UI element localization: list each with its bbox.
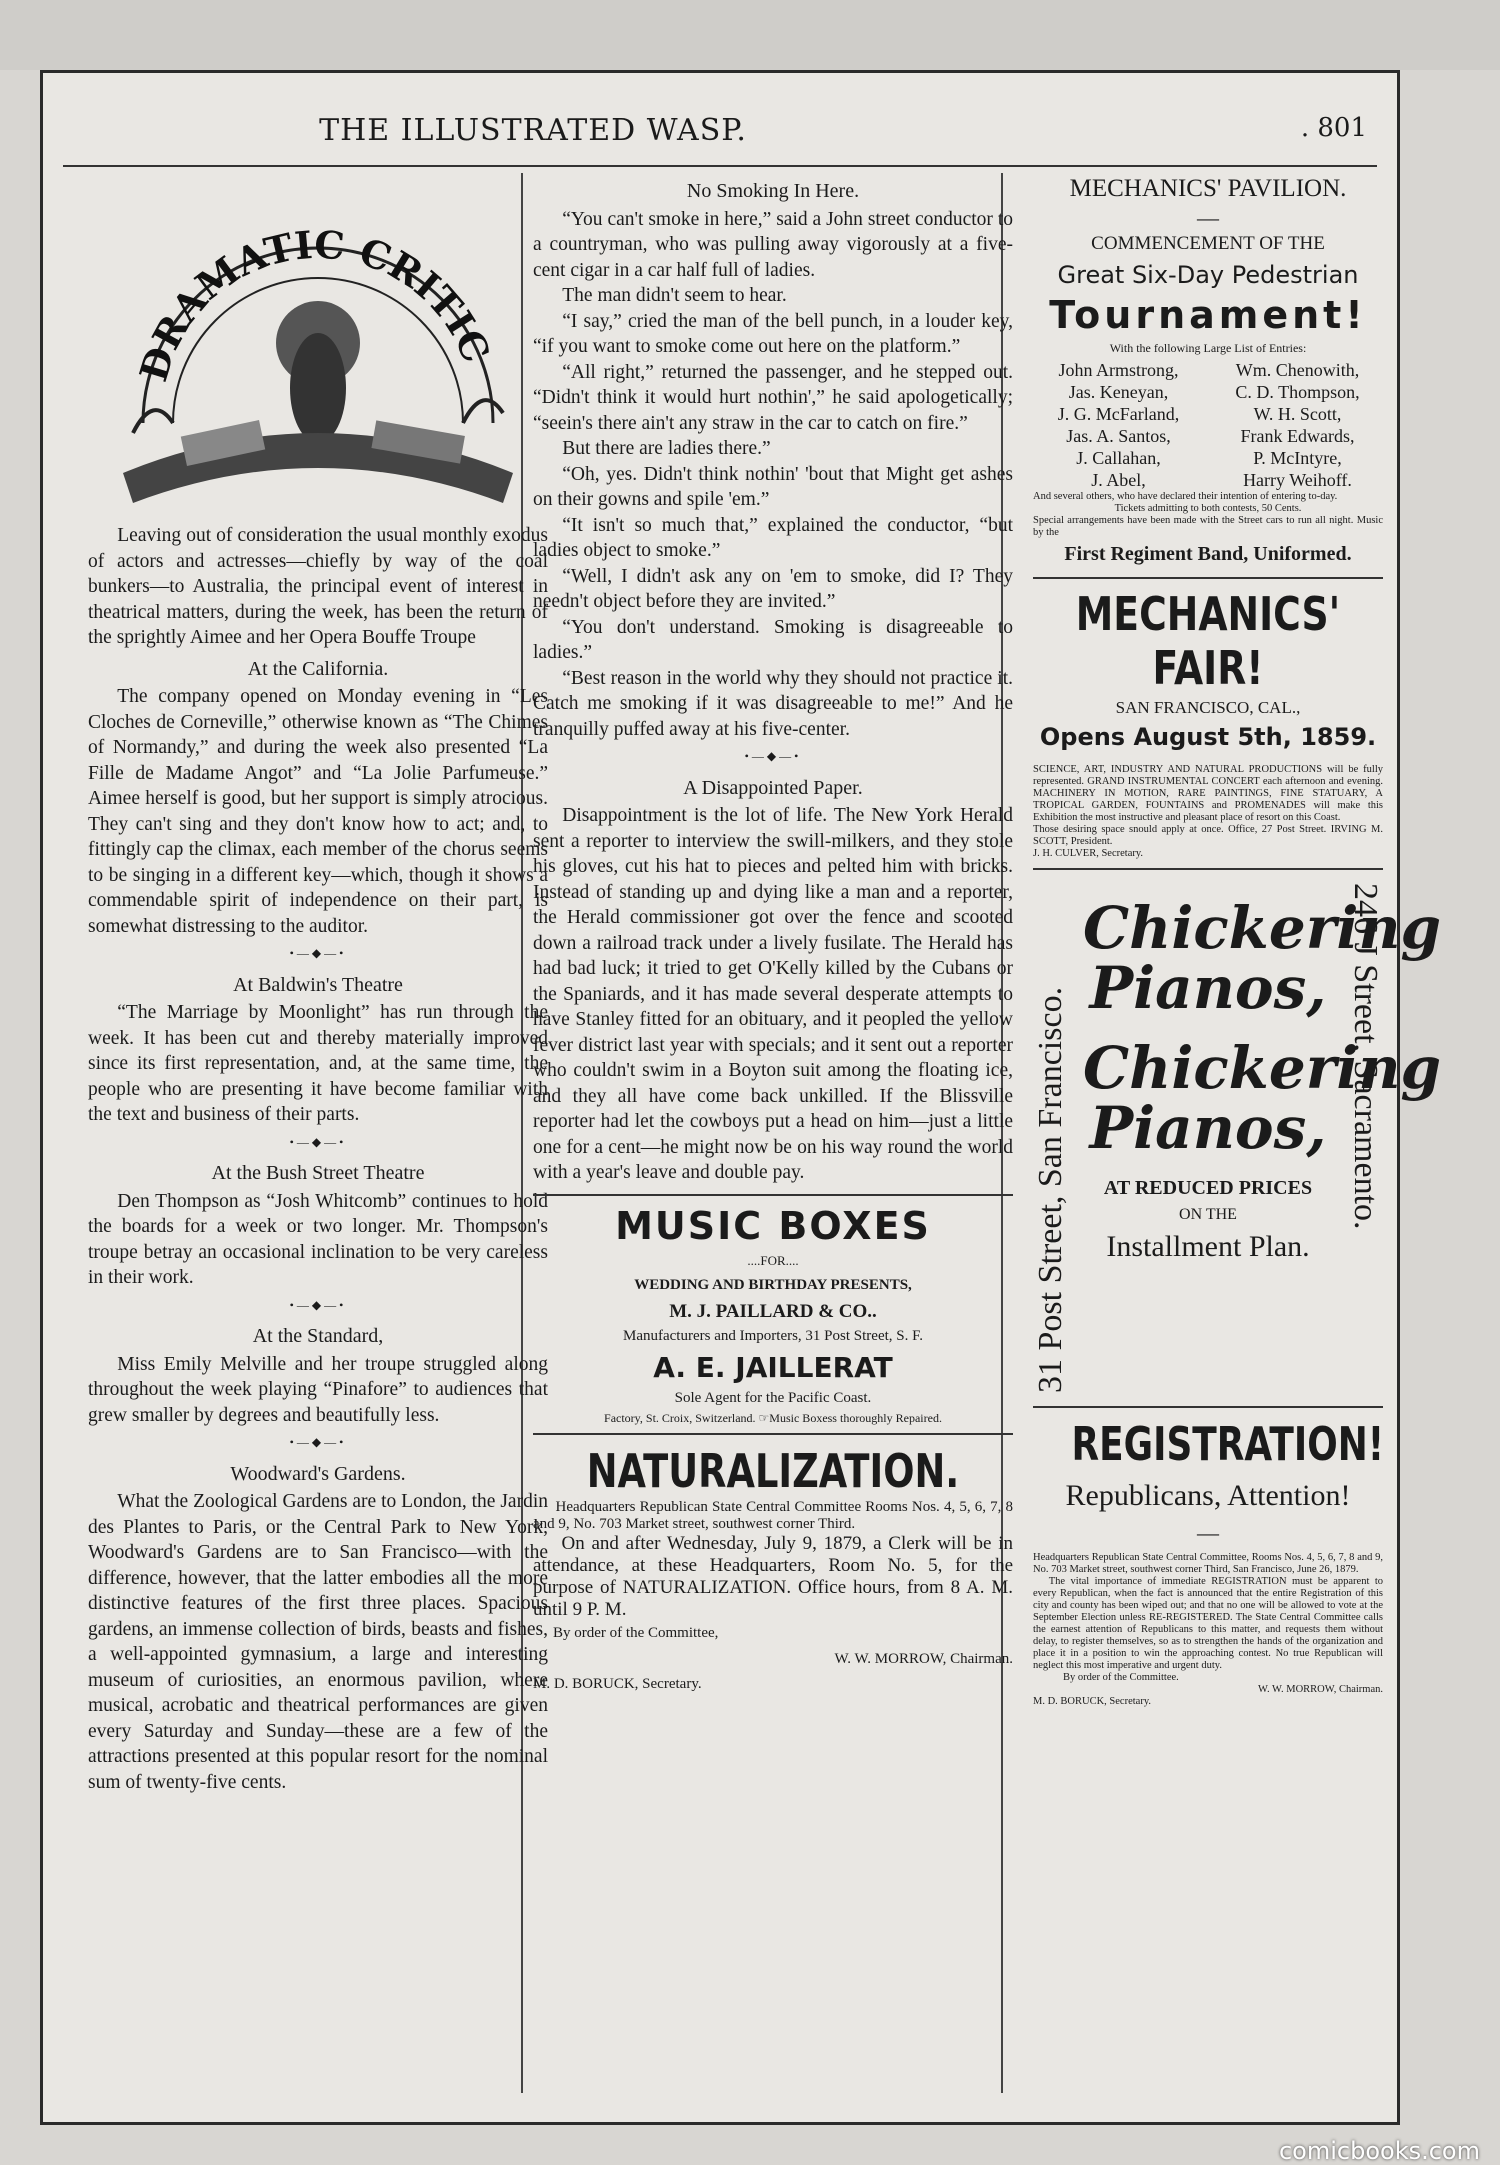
registration-ad: REGISTRATION! Republicans, Attention! — Headquarters Republican State Central Committee, Rooms Nos. 4, 5, 6, 7, 8 and 9, No. 703 Market street, southwest corner Third, San Francisco, June 26, 1879. The vital importance of immediate REGISTRATION must be apparent to every Republican, when the fact is announced that the entire Registration of this city and county has been wiped out; and that no one will be allowed to vote at the September Election unless RE-REGISTERED. The State Central Committee calls the earnest attention of Republicans to this matter, and requests them without delay, to register themselves, so as to strengthen the hands of the organization and place it in a position to win the approaching contest. No true Republican will neglect this most imperative and urgent duty. By order of the Committee. W. W. MORROW, Chairman. M. D. BORUCK, Secretary. [1033,1417,1385,1707]
ad-line: Great Six-Day Pedestrian [1057,260,1359,289]
ad-line: Factory, St. Croix, Switzerland. ☞Music Boxess thoroughly Repaired. [604,1411,942,1425]
column-middle [533,173,1013,1698]
entry-name: Harry Weihoff. [1243,469,1352,490]
article-paragraph: “Oh, yes. Didn't think nothin' 'bout that Might get ashes on their gowns and spile 'em.” [533,463,1013,510]
ad-line: SCIENCE, ART, INDUSTRY AND NATURAL PRODUCTIONS will be fully represented. GRAND INSTRUMENTAL CONCERT each afternoon and evening. MACHINERY IN MOTION, RARE PAINTINGS, FINE STATUARY, A TROPICAL GARDEN, FOUNTAINS and PROMENADES will make this Exhibition the most instructive and pleasant place of resort on this Coast. [1033,764,1383,823]
ad-line: M. J. PAILLARD & CO.. [669,1300,877,1322]
naturalization-ad [533,1443,1013,1698]
section-heading: At Baldwin's Theatre [233,973,403,996]
article-paragraph: “The Marriage by Moonlight” has run through the week. It has been cut and thereby materially improved since its first representation, and, at the same time, the people who are presenting it have become familiar with the text and business of their parts. [88,1002,548,1125]
dramatic-critic-illustration [103,173,533,513]
ad-rule [533,1194,1013,1196]
ad-line: J. H. CULVER, Secretary. [1033,848,1144,859]
script-logo: Pianos, [1089,1094,1327,1162]
article-paragraph: What the Zoological Gardens are to London, the Jardin des Plantes to Paris, or the Central Park to New York, Woodward's Gardens are to San Francisco—with the difference, however, that the latter embodies all the more distinctive features of the first three places. Spacious gardens, an immense collection of birds, beasts and fishes, a well-appointed gymnasium, a large and interesting museum of curiosities, an enormous pavilion, where musical, acrobatic and theatrical performances are given every Saturday and Sunday—these are a few of the attractions presented at this popular resort for the nominal sum of twenty-five cents. [88,1491,548,1793]
ad-line: With the following Large List of Entries: [1109,340,1307,355]
ad-line: Special arrangements have been made with the Street cars to run all night. Music by the [1033,514,1383,538]
entry-name: P. McIntyre, [1253,447,1342,468]
article-paragraph: Den Thompson as “Josh Whitcomb” continues to hold the boards for a week or two longer. Mr. Thompson's troupe betray an occasional inclination to be very careless in their work. [88,1190,548,1288]
ad-line: First Regiment Band, Uniformed. [1064,542,1352,565]
ad-rule [533,1433,1013,1435]
ad-line: Installment Plan. [1106,1230,1310,1263]
ad-title: REGISTRATION! [1071,1417,1385,1471]
script-logo: Chickering [1083,894,1442,962]
article-paragraph: “I say,” cried the man of the bell punch, in a louder key, “if you want to smoke come out here on the platform.” [533,310,1013,357]
ornament-divider: •—◆—• [289,946,347,960]
column-left [88,173,548,1795]
ad-line: ....FOR.... [747,1252,799,1268]
ad-title: MUSIC BOXES [615,1203,931,1248]
ad-line: By order of the Committee. [1063,1671,1179,1683]
ad-line: Republicans, Attention! [1065,1479,1351,1512]
scan-margin [0,0,1500,70]
ad-line: And several others, who have declared their intention of entering to-day. [1033,490,1338,502]
section-heading: A Disappointed Paper. [683,776,863,799]
article-paragraph: “It isn't so much that,” explained the conductor, “but ladies object to smoke.” [533,514,1013,561]
entries-list [1033,359,1383,491]
ad-line: Sole Agent for the Pacific Coast. [674,1389,872,1406]
ad-rule [1033,868,1383,870]
ornament-divider: •—◆—• [744,749,802,763]
article-paragraph: “All right,” returned the passenger, and he stepped out. “Didn't think it would hurt nothin',” he said apologetically; “seein's there ain't any straw in the car to catch on fire.” [533,361,1013,434]
article-paragraph: Leaving out of consideration the usual monthly exodus of actors and actresses—chiefly by way of the coal bunkers—to Australia, the principal event of interest in theatrical matters, during the week, has been the return of the sprightly Aimee and her Opera Bouffe Troupe [88,525,548,648]
newspaper-page [40,70,1442,2125]
entry-name: Frank Edwards, [1240,425,1355,446]
entry-name: J. Abel, [1091,469,1146,490]
ad-title: MECHANICS' FAIR! [1075,586,1341,695]
article-paragraph: The company opened on Monday evening in “Les Cloches de Corneville,” otherwise known as “The Chimes of Normandy,” and during the week also presented “La Fille de Madame Angot” and “La Jolie Parfumeuse.” Aimee herself is good, but her support is simply atrocious. They can't sing and they don't know how to act; and, to fittingly cap the climax, each member of the chorus seems to be singing in a different key—which, though it shows a commendable spirit of independence on their part, is somewhat distressing to the auditor. [88,686,548,937]
ad-title: NATURALIZATION. [586,1444,960,1498]
header-rule [63,165,1377,167]
ad-rule [1033,1406,1383,1408]
ad-line: Opens August 5th, 1859. [1039,723,1377,751]
ad-line: WEDDING AND BIRTHDAY PRESENTS, [634,1277,912,1293]
address-sacramento: 246 J Street, Sacramento. [1347,883,1384,1230]
entry-name: J. Callahan, [1076,447,1161,468]
script-logo: Chickering [1083,1034,1442,1102]
section-heading: At the Bush Street Theatre [211,1162,425,1184]
article-paragraph: “Best reason in the world why they should not practice it. Catch me smoking if it was disagreeable to me!” And he tranquilly puffed away at his five-center. [533,667,1013,740]
column-right [1032,173,1442,1708]
music-boxes-ad [533,1204,1013,1426]
publication-title: THE ILLUSTRATED WASP. [319,113,747,148]
ad-line: Tournament! [1049,292,1367,337]
entry-name: Jas. Keneyan, [1068,381,1169,402]
section-heading: At the California. [247,657,389,680]
ad-line: Tickets admitting to both contests, 50 Cents. [1114,502,1302,514]
ad-line: A. E. JAILLERAT [653,1350,893,1384]
ad-line: AT REDUCED PRICES [1103,1177,1313,1199]
entry-name: J. G. McFarland, [1057,403,1180,424]
entry-name: Jas. A. Santos, [1066,425,1171,446]
mechanics-fair-ad [1033,587,1383,861]
article-paragraph: The man didn't seem to hear. [562,285,787,306]
illustration-banner: DRAMATIC CRITIC [130,221,500,387]
ad-line: Those desiring space snould apply at once. Office, 27 Post Street. IRVING M. SCOTT, President. [1033,824,1383,847]
ad-title: MECHANICS' PAVILION. [1069,175,1347,202]
article-paragraph: Disappointment is the lot of life. The New York Herald sent a reporter to interview the swill-milkers, and they stole his gloves, cut his hat to pieces and pelted him with bricks. Instead of standing up and dying like a man and a reporter, the Herald commissioner got over the fence and scooted down a railroad track under a lively fusilate. The Herald has had bad luck; it tried to get O'Kelly killed by the Cubans or the Spaniards, and it has made several desperate attempts to have Stanley fitted for an obituary, and it peopled the yellow fever district last year with specials; and it sent out a reporter who couldn't swim in a Boyton suit among the floating ice, and they all have come back unkilled. If the Blissville reporter had let the cowboys put a head on him—just a little one for a cent—he might now be on his way round the world with a year's leave and double pay. [533,805,1013,1183]
entry-name: C. D. Thompson, [1235,381,1360,402]
masthead [43,113,1397,153]
article-paragraph: But there are ladies there.” [562,438,771,459]
article-paragraph: “You don't understand. Smoking is disagreeable to ladies.” [533,616,1013,663]
ad-line: On and after Wednesday, July 9, 1879, a Clerk will be in attendance, at these Headquarters, Room No. 5, for the purpose of NATURALIZATION. Office hours, from 8 A. M. until 9 P. M. [533,1533,1013,1620]
ad-line: W. W. MORROW, Chairman. [834,1650,1013,1667]
address-sf: 31 Post Street, San Francisco. [1032,986,1069,1393]
ad-line: SAN FRANCISCO, CAL., [1115,697,1301,717]
ad-line: Headquarters Republican State Central Committee, Rooms Nos. 4, 5, 6, 7, 8 and 9, No. 703 Market street, southwest corner Third, San Francisco, June 26, 1879. [1033,1551,1383,1575]
entry-name: Wm. Chenowith, [1235,359,1360,380]
section-heading: Woodward's Gardens. [230,1462,406,1485]
ornament-divider: •—◆—• [289,1134,347,1149]
ad-line: M. D. BORUCK, Secretary. [533,1676,702,1692]
entry-name: W. H. Scott, [1253,403,1342,424]
ad-line: COMMENCEMENT OF THE [1091,232,1325,254]
script-logo: Pianos, [1089,954,1327,1022]
ad-line: Manufacturers and Importers, 31 Post Street, S. F. [623,1328,923,1344]
chickering-pianos-ad [1032,878,1442,1398]
article-paragraph: Miss Emily Melville and her troupe struggled along throughout the week playing “Pinafore” to audiences that grew smaller by degrees and beautifully less. [88,1353,548,1426]
entry-name: John Armstrong, [1058,359,1179,380]
ad-line: W. W. MORROW, Chairman. [1258,1683,1383,1695]
article-paragraph: “Well, I didn't ask any on 'em to smoke, did I? They needn't object before they are invited.” [533,565,1013,612]
article-paragraph: “You can't smoke in here,” said a John street conductor to a countryman, who was pulling away vigorously at a five-cent cigar in a car half full of ladies. [533,208,1013,281]
pavilion-ad: MECHANICS' PAVILION. — COMMENCEMENT OF THE Great Six-Day Pedestrian Tournament! With the following Large List of Entries: John Armstrong, Wm. Chenowith, Jas. Keneyan, C. D. Thompson, J. G. McFarland, W. H. Scott, Jas. A. Santos, Frank Edwards, J. Callahan, P. McIntyre, J. Abel, Harry Weihoff. And several others, who have declared their intention of entering to-day. Tickets admitting to both contests, 50 Cents. Special arrangements have been made with the Street cars to run all night. Music by the First Regiment Band, Uniformed. [1033,173,1383,569]
ornament-divider: •—◆—• [289,1435,347,1449]
ad-line: By order of the Committee, [553,1625,719,1641]
watermark: comicbooks.com [1278,2137,1480,2165]
ad-rule [1033,577,1383,579]
ad-line: ON THE [1179,1205,1237,1223]
section-heading: No Smoking In Here. [686,180,860,202]
ad-line: M. D. BORUCK, Secretary. [1033,1695,1152,1707]
section-heading: At the Standard, [252,1325,384,1347]
ad-line: The vital importance of immediate REGISTRATION must be apparent to every Republican, when the fact is announced that the entire Registration of this city and county has been wiped out; and that no one will be allowed to vote at the September Election unless RE-REGISTERED. The State Central Committee calls the earnest attention of Republicans to this matter, and requests them without delay, to register themselves, so as to strengthen the hands of the organization and place it in a position to win the approaching contest. No true Republican will neglect this most imperative and urgent duty. [1033,1575,1383,1671]
page-number: . 801 [1300,113,1367,143]
ornament-divider: •—◆—• [289,1297,347,1312]
ad-line: Headquarters Republican State Central Committee Rooms Nos. 4, 5, 6, 7, 8 and 9, No. 703 Market street, southwest corner Third. [533,1499,1013,1532]
